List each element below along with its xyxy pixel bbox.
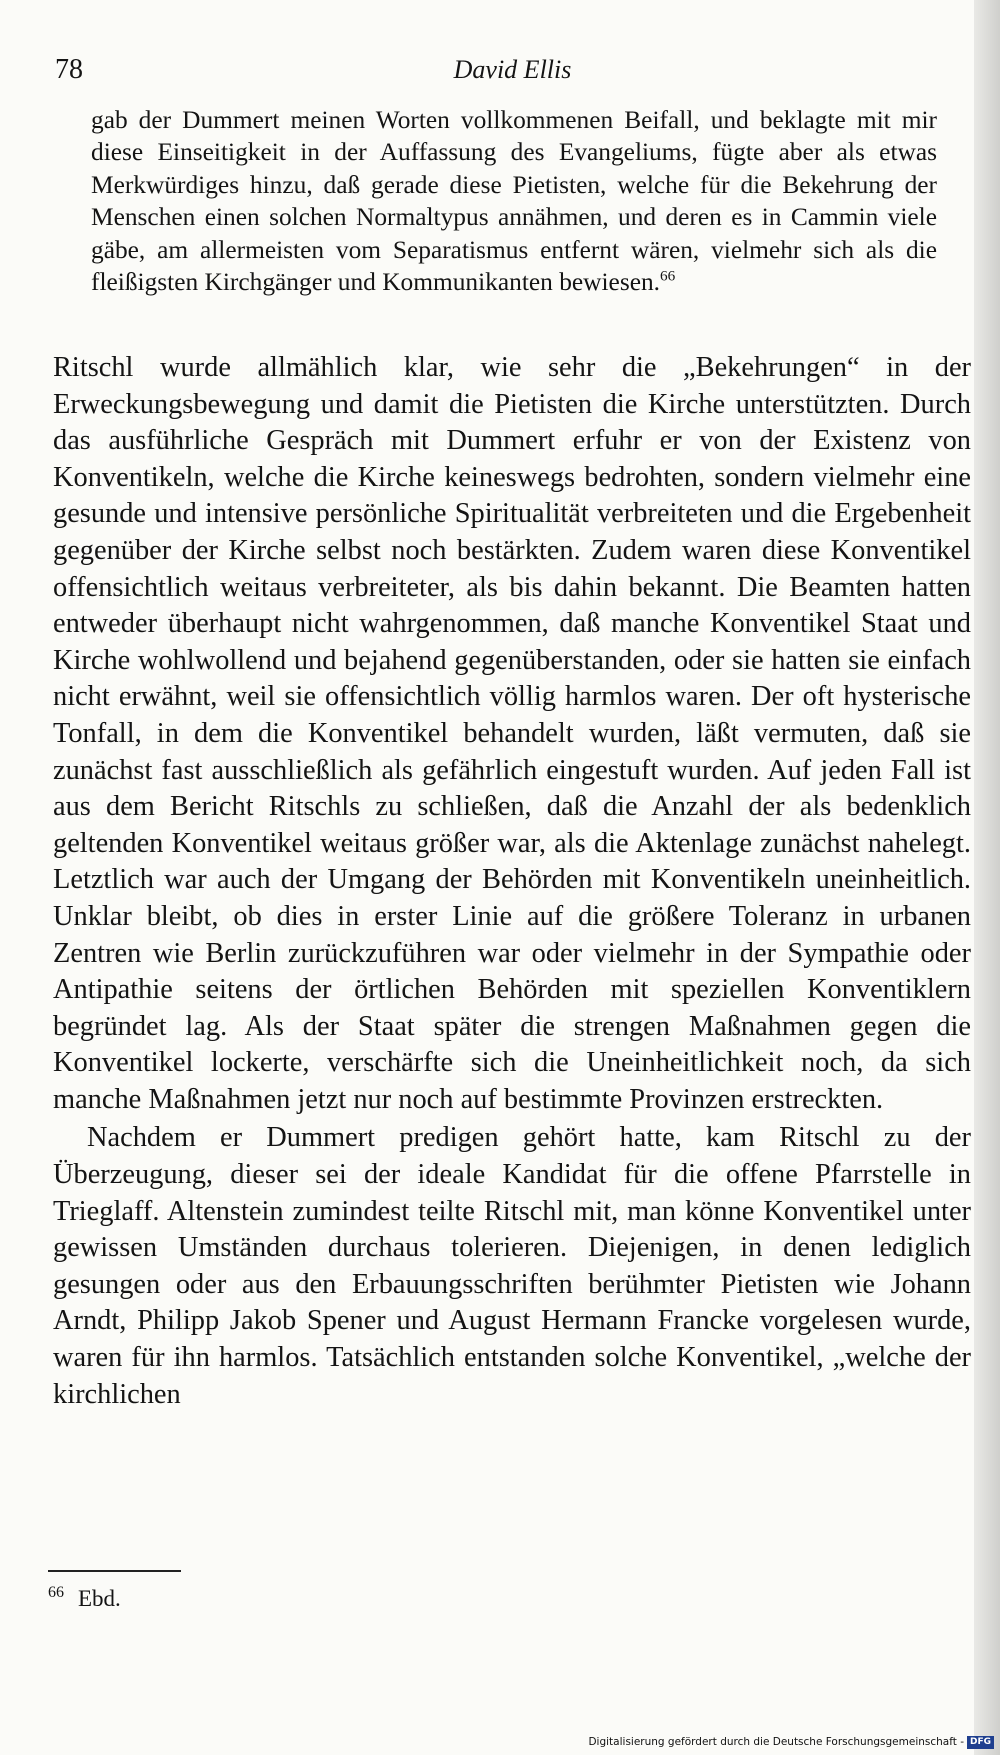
body-paragraph-1: Ritschl wurde allmählich klar, wie sehr die „Bekehrungen“ in der Erweckungsbewegung und damit die Pietisten die Kirche unterstützten. Durch das ausführliche Gespräch mit Dummert erfuhr er von der Existenz von Konventikeln, welche die Kirche keineswegs bedrohten, sondern vielmehr eine gesunde und intensive persönliche Spiritualität verbreiteten und die Ergebenheit gegenüber der Kirche selbst noch bestärkten. Zudem waren diese Konventikel offensichtlich weitaus verbreiteter, als bis dahin bekannt. Die Beamten hatten entweder überhaupt nicht wahrgenommen, daß manche Konventikel Staat und Kirche wohlwollend und bejahend gegenüberstanden, oder sie hatten sie einfach nicht erwähnt, weil sie offensichtlich völlig harmlos waren. Der oft hysterische Tonfall, in dem die Konventikel behandelt wurden, läßt vermuten, daß sie zunächst fast ausschließlich als gefährlich eingestuft wurden. Auf jeden Fall ist aus dem Bericht Ritschls zu schließen, daß die Anzahl der als bedenklich geltenden Konventikel weitaus größer war, als die Aktenlage zunächst nahelegt. Letztlich war auch der Umgang der Behörden mit Konventikeln uneinheitlich. Unklar bleibt, ob dies in erster Linie auf die größere Toleranz in urbanen Zentren wie Berlin zurückzuführen war oder vielmehr in der Sympathie oder Antipathie seitens der örtlichen Behörden mit speziellen Konventiklern begründet lag. Als der Staat später die strengen Maßnahmen gegen die Konventikel lockerte, verschärfte sich die Uneinheitlichkeit noch, da sich manche Maßnahmen jetzt nur noch auf bestimmte Provinzen erstreckten. bbox=[53, 352, 971, 1115]
footnote-number: 66 bbox=[48, 1584, 64, 1602]
page-edge-shadow bbox=[974, 0, 1000, 1755]
body-text bbox=[53, 350, 971, 1413]
footnote-reference: 66 bbox=[660, 267, 676, 285]
page-header bbox=[55, 50, 970, 90]
quote-paragraph bbox=[91, 104, 937, 298]
footnote-text: Ebd. bbox=[78, 1586, 121, 1611]
quote-text: gab der Dummert meinen Worten vollkommenen Beifall, und beklagte mit mir diese Einseitigkeit in der Auffassung des Evangeliums, fügte aber als etwas Merkwürdiges hinzu, daß gerade diese Pietisten, welche für die Bekehrung der Menschen einen solchen Normaltypus annähmen, und deren es in Cammin viele gäbe, am allermeisten vom Separatismus entfernt wären, vielmehr sich als die fleißigsten Kirchgänger und Kommunikanten bewiesen. bbox=[91, 106, 937, 297]
footnote bbox=[48, 1584, 121, 1614]
body-paragraph-2: Nachdem er Dummert predigen gehört hatte, kam Ritschl zu der Überzeugung, dieser sei der ideale Kandidat für die offene Pfarrstelle in Trieglaff. Altenstein zumindest teilte Ritschl mit, man könne Konventikel unter gewissen Umständen durchaus tolerieren. Diejenigen, in denen lediglich gesungen oder aus den Erbauungsschriften berühmter Pietisten wie Johann Arndt, Philipp Jakob Spener und August Hermann Francke vorgelesen wurde, waren für ihn harmlos. Tatsächlich entstanden solche Konventikel, „welche der kirchlichen bbox=[53, 1122, 971, 1410]
page-number: 78 bbox=[55, 54, 83, 85]
digitization-credit bbox=[588, 1734, 994, 1750]
block-quote bbox=[91, 104, 937, 298]
digitization-credit-text: Digitalisierung gefördert durch die Deutsche Forschungsgemeinschaft - bbox=[588, 1736, 964, 1748]
dfg-logo: DFG bbox=[967, 1736, 994, 1749]
footnote-divider bbox=[48, 1570, 181, 1572]
running-head: David Ellis bbox=[453, 55, 572, 84]
